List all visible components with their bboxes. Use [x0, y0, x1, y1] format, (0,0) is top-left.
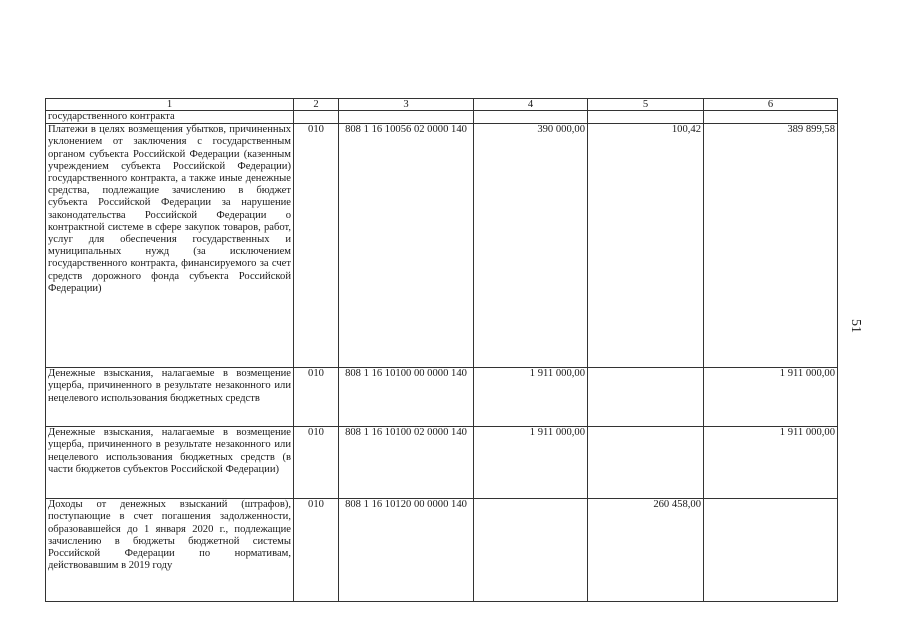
row-description: Доходы от денежных взысканий (штрафов), поступающие в счет погашения задолженности, образовавшейся до 1 января 2020 г., подлежащие зачислению в бюджеты бюджетной системы Российской Федерации по нормативам, действовавшим в 2019 году — [46, 499, 294, 602]
table-row — [46, 499, 838, 602]
table-row — [46, 427, 838, 499]
row-line-code: 010 — [294, 499, 339, 602]
header-cell-4: 4 — [474, 99, 588, 111]
header-cell-2: 2 — [294, 99, 339, 111]
row-line-code: 010 — [294, 427, 339, 499]
header-cell-6: 6 — [704, 99, 838, 111]
header-cell-3: 3 — [339, 99, 474, 111]
empty-cell — [339, 111, 474, 124]
row-executed-amount: 100,42 — [588, 124, 704, 368]
table-row — [46, 368, 838, 427]
row-description: Платежи в целях возмещения убытков, причиненных уклонением от заключения с государственным органом субъекта Российской Федерации (казенным учреждением субъекта Российской Федерации) государственного контракта, а также иные денежные средства, подлежащие зачислению в бюджет субъекта Российской Федерации за нарушение законодательства Российской Федерации о контрактной системе в сфере закупок товаров, работ, услуг для обеспечения государственных и муниципальных нужд (за исключением государственного контракта, финансируемого за счет средств дорожного фонда субъекта Российской Федерации) — [46, 124, 294, 368]
row-budget-code: 808 1 16 10056 02 0000 140 — [339, 124, 474, 368]
row-unexecuted-amount: 1 911 000,00 — [704, 427, 838, 499]
row-approved-amount: 1 911 000,00 — [474, 427, 588, 499]
row-description: Денежные взыскания, налагаемые в возмещение ущерба, причиненного в результате незаконного или нецелевого использования бюджетных средств (в части бюджетов субъектов Российской Федерации) — [46, 427, 294, 499]
row-executed-amount — [588, 368, 704, 427]
row-line-code: 010 — [294, 368, 339, 427]
row-executed-amount — [588, 427, 704, 499]
row-unexecuted-amount — [704, 499, 838, 602]
row-line-code: 010 — [294, 124, 339, 368]
row-unexecuted-amount: 1 911 000,00 — [704, 368, 838, 427]
row-approved-amount — [474, 499, 588, 602]
empty-cell — [588, 111, 704, 124]
empty-cell — [294, 111, 339, 124]
empty-cell — [704, 111, 838, 124]
continuation-text: государственного контракта — [46, 111, 294, 124]
header-cell-1: 1 — [46, 99, 294, 111]
row-budget-code: 808 1 16 10100 02 0000 140 — [339, 427, 474, 499]
row-description: Денежные взыскания, налагаемые в возмещение ущерба, причиненного в результате незаконного или нецелевого использования бюджетных средств — [46, 368, 294, 427]
table-row — [46, 124, 838, 368]
row-approved-amount: 390 000,00 — [474, 124, 588, 368]
row-budget-code: 808 1 16 10120 00 0000 140 — [339, 499, 474, 602]
header-cell-5: 5 — [588, 99, 704, 111]
row-budget-code: 808 1 16 10100 00 0000 140 — [339, 368, 474, 427]
page-number: 51 — [848, 319, 863, 333]
budget-table — [45, 98, 838, 602]
row-executed-amount: 260 458,00 — [588, 499, 704, 602]
row-approved-amount: 1 911 000,00 — [474, 368, 588, 427]
empty-cell — [474, 111, 588, 124]
row-unexecuted-amount: 389 899,58 — [704, 124, 838, 368]
table-header-row — [46, 99, 838, 111]
table-row-continuation — [46, 111, 838, 124]
